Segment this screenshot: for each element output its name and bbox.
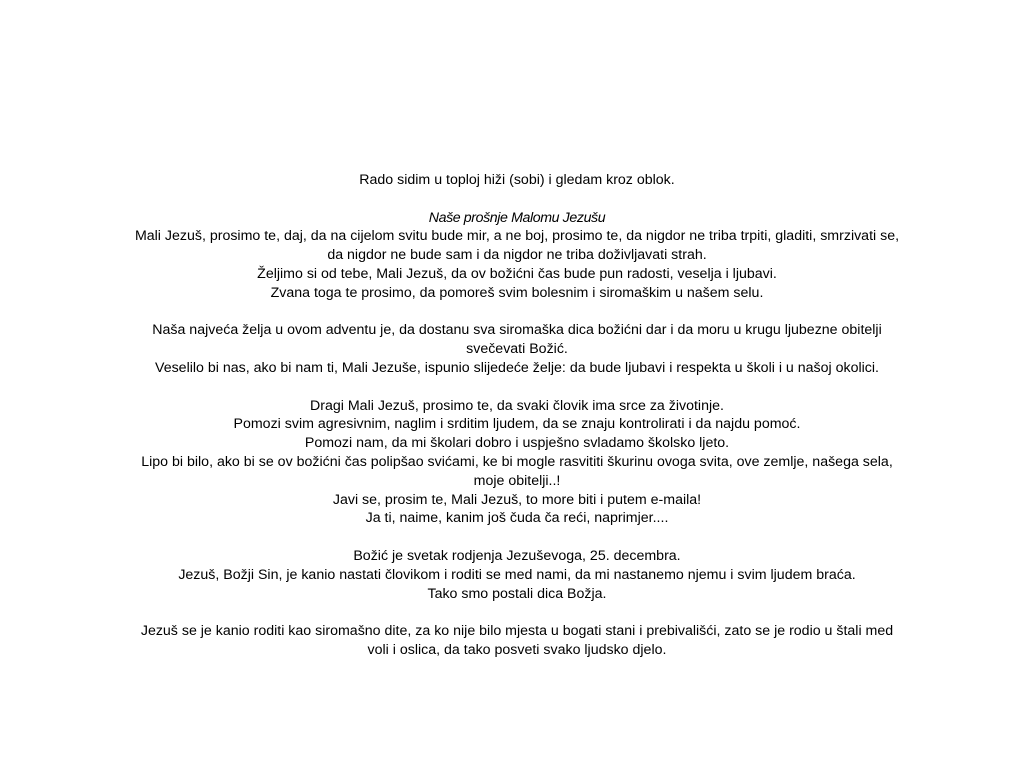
text-line: Lipo bi bilo, ako bi se ov božićni čas polipšao svićami, ke bi mogle rasvititi škurinu ovoga svita, ove zemlje, našega sela, moje obitelji..! [141,453,893,489]
intro-line: Rado sidim u toploj hiži (sobi) i gledam kroz oblok. [359,172,675,188]
text-line: Zvana toga te prosimo, da pomoreš svim bolesnim i siromaškim u našem selu. [270,284,764,301]
text-line: Javi se, prosim te, Mali Jezuš, to more biti i putem e-maila! [332,491,702,508]
paragraph-spacer [132,303,902,322]
letter-text [132,171,902,660]
paragraph-spacer [132,528,902,547]
text-line: Božić je svetak rodjenja Jezuševoga, 25. decembra. [353,547,681,564]
text-line: Veselilo bi nas, ako bi nam ti, Mali Jezuše, ispunio slijedeće želje: da bude ljubavi i respekta u školi i u našoj okolici. [155,359,879,376]
text-line: Željimo si od tebe, Mali Jezuš, da ov božićni čas bude pun radosti, veselja i ljubavi. [257,265,777,282]
text-line: Tako smo postali dica Božja. [427,585,607,602]
text-line: Jezuš, Božji Sin, je kanio nastati človikom i roditi se med nami, da mi nastanemo njemu i svim ljudem braća. [178,566,856,583]
paragraph-spacer [132,603,902,622]
paragraph-spacer [132,190,902,209]
text-line: Dragi Mali Jezuš, prosimo te, da svaki človik ima srce za životinje. [310,397,724,414]
text-line: Pomozi nam, da mi školari dobro i uspješno svladamo školsko ljeto. [304,435,730,452]
text-line: Naša najveća želja u ovom adventu je, da dostanu sva siromaška dica božićni dar i da moru u krugu ljubezne obitelji svečevati Božić. [152,322,882,358]
text-line: Pomozi svim agresivnim, naglim i srditim ljudem, da se znaju kontrolirati i da najdu pomoć. [233,416,801,433]
letter-heading: Naše prošnje Malomu Jezušu [428,209,606,226]
paragraph-spacer [132,378,902,397]
text-line: Jezuš se je kanio roditi kao siromašno dite, za ko nije bilo mjesta u bogati stani i prebivališći, zato se je rodio u štali med voli i oslica, da tako posveti svako ljudsko djelo. [140,623,894,658]
text-line: Ja ti, naime, kanim još čuda ča reći, naprimjer.... [365,510,669,527]
text-line: Mali Jezuš, prosimo te, daj, da na cijelom svitu bude mir, a ne boj, prosimo te, da nigdor ne triba trpiti, gladiti, smrzivati se, da nigdor ne bude sam i da nigdor ne triba doživljavati strah. [134,228,900,264]
